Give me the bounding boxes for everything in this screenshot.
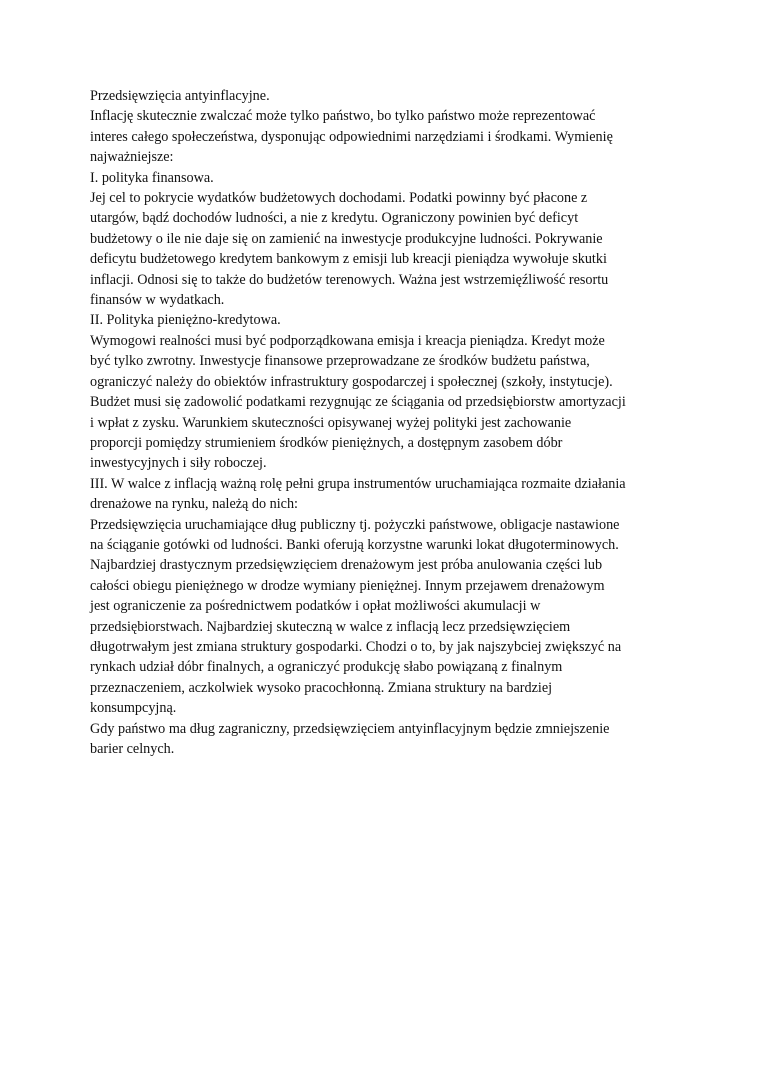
intro-paragraph: [90, 106, 680, 167]
section-3-line: jest ograniczenie za pośrednictwem podatków i opłat możliwości akumulacji w: [90, 598, 541, 615]
section-1: [90, 168, 680, 311]
section-1-heading: I. polityka finansowa.: [90, 169, 214, 186]
section-3-line: Przedsięwzięcia uruchamiające dług publiczny tj. pożyczki państwowe, obligacje nastawione: [90, 516, 620, 533]
section-1-line: utargów, bądź dochodów ludności, a nie z kredytu. Ograniczony powinien być deficyt: [90, 210, 579, 227]
section-3-line: Najbardziej drastycznym przedsięwzięciem drenażowym jest próba anulowania części lub: [90, 557, 603, 574]
section-2-line: i wpłat z zysku. Warunkiem skuteczności opisywanej wyżej polityki jest zachowanie: [90, 414, 572, 431]
section-2-line: być tylko zwrotny. Inwestycje finansowe przeprowadzane ze środków budżetu państwa,: [90, 353, 590, 370]
title-line: Przedsięwzięcia antyinflacyjne.: [90, 88, 270, 104]
section-2-line: Budżet musi się zadowolić podatkami rezygnując ze ściągania od przedsiębiorstw amortyzacji: [90, 394, 626, 411]
section-3-line: konsumpcyjną.: [90, 700, 177, 717]
section-1-line: budżetowy o ile nie daje się on zamienić na inwestycje produkcyjne ludności. Pokrywanie: [90, 230, 603, 247]
closing-paragraph: [90, 719, 680, 760]
closing-line: Gdy państwo ma dług zagraniczny, przedsięwzięciem antyinflacyjnym będzie zmniejszenie: [90, 720, 610, 737]
section-3-line: rynkach udział dóbr finalnych, a ograniczyć produkcję słabo powiązaną z finalnym: [90, 659, 563, 676]
section-3-heading-line: III. W walce z inflacją ważną rolę pełni grupa instrumentów uruchamiająca rozmaite działania: [90, 475, 626, 492]
section-2-line: inwestycyjnych i siły roboczej.: [90, 455, 267, 472]
intro-line: interes całego społeczeństwa, dysponując odpowiednimi narzędziami i środkami. Wymienię: [90, 128, 613, 145]
section-1-line: Jej cel to pokrycie wydatków budżetowych dochodami. Podatki powinny być płacone z: [90, 190, 588, 207]
section-3-line: przeznaczeniem, aczkolwiek wysoko pracochłonną. Zmiana struktury na bardziej: [90, 679, 553, 696]
section-3-line: całości obiegu pieniężnego w drodze wymiany pieniężnej. Innym przejawem drenażowym: [90, 577, 605, 594]
section-2: [90, 310, 680, 473]
intro-line: najważniejsze:: [90, 149, 174, 166]
section-2-heading: II. Polityka pieniężno-kredytowa.: [90, 312, 281, 329]
section-3-line: długotrwałym jest zmiana struktury gospodarki. Chodzi o to, by jak najszybciej zwiększyć na: [90, 638, 622, 655]
document-title: [90, 86, 680, 106]
intro-line: Inflację skutecznie zwalczać może tylko państwo, bo tylko państwo może reprezentować: [90, 108, 596, 125]
section-2-line: proporcji pomiędzy strumieniem środków pieniężnych, a dostępnym zasobem dóbr: [90, 434, 563, 451]
section-3: [90, 474, 680, 719]
section-1-line: finansów w wydatkach.: [90, 292, 225, 309]
section-1-line: inflacji. Odnosi się to także do budżetów terenowych. Ważna jest wstrzemięźliwość resortu: [90, 271, 609, 288]
section-3-line: przedsiębiorstwach. Najbardziej skuteczną w walce z inflacją lecz przedsięwzięciem: [90, 618, 571, 635]
section-2-line: ograniczyć należy do obiektów infrastruktury gospodarczej i społecznej (szkoły, instytucje).: [90, 373, 613, 390]
document-page: [90, 86, 680, 759]
section-1-line: deficytu budżetowego kredytem bankowym z emisji lub kreacji pieniądza wywołuje skutki: [90, 251, 607, 268]
closing-line: barier celnych.: [90, 741, 175, 757]
section-2-line: Wymogowi realności musi być podporządkowana emisja i kreacja pieniądza. Kredyt może: [90, 332, 605, 349]
section-3-line: na ściąganie gotówki od ludności. Banki oferują korzystne warunki lokat długoterminowych.: [90, 536, 619, 553]
section-3-heading-line: drenażowe na rynku, należą do nich:: [90, 496, 298, 513]
